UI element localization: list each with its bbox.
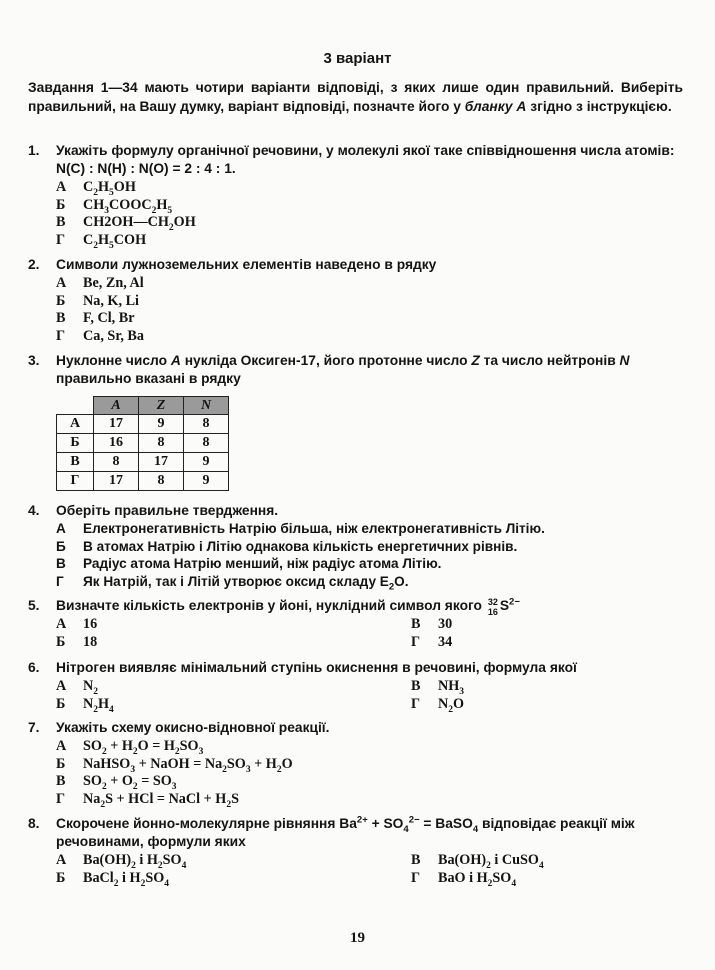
option-a[interactable]: А 16: [56, 616, 98, 632]
question-number: 3.: [28, 353, 40, 368]
instructions-blank: бланку А: [464, 99, 527, 114]
option-a[interactable]: А $C_2H_5OH$: [56, 179, 136, 198]
nuclide-symbol: 32 16: [487, 597, 498, 617]
option-v[interactable]: В $CH2OH—CH_2OH$: [56, 214, 196, 233]
table-row[interactable]: А 17 9 8: [57, 415, 229, 434]
option-a[interactable]: А Електронегативність Натрію більша, ніж електронегативність Літію.: [56, 521, 545, 536]
header-n: N: [184, 397, 229, 415]
instructions: [28, 78, 683, 116]
options-row-2: [56, 695, 688, 713]
question-number: 2.: [28, 257, 40, 272]
table-row[interactable]: Г 17 8 9: [57, 472, 229, 491]
instructions-text-end: згідно з інструкцією.: [526, 99, 672, 114]
question-3: [28, 352, 688, 388]
variant-title: 3 варіант: [323, 50, 392, 67]
option-v[interactable]: В $SO_2 + O_2 = SO_3$: [56, 773, 177, 792]
option-v[interactable]: В $Ba(OH)_2$ і CuSO$_4$: [411, 852, 544, 871]
header-a: A: [94, 397, 139, 415]
question-number: 1.: [28, 143, 40, 158]
options-row-1: [56, 851, 688, 869]
question-2: [28, 256, 688, 344]
question-6: [28, 659, 688, 715]
question-number: 5.: [28, 598, 40, 613]
header-z: Z: [139, 397, 184, 415]
option-b[interactable]: Б BaCl$_2$ і $H_2SO_4$: [56, 869, 170, 889]
option-g[interactable]: Г $N_2O$: [411, 695, 465, 715]
options-row-2: [56, 869, 688, 887]
question-number: 7.: [28, 720, 40, 735]
option-g[interactable]: Г Ca, Sr, Ba: [56, 327, 144, 344]
question-text: Визначте кількість електронів у йоні, нуклідний символ якого 32 16 $S^{2-}$: [56, 596, 520, 617]
option-b[interactable]: Б 18: [56, 633, 98, 650]
page-number: 19: [350, 930, 365, 946]
question-text: Укажіть формулу органічної речовини, у молекулі якої таке співвідношення числа атомів: N(C) : N(H) : N(O) = 2 : 4 : 1.: [56, 143, 675, 176]
options-row-1: [56, 677, 688, 695]
question-text: Символи лужноземельних елементів наведено в рядку: [56, 257, 437, 272]
question-text: Скорочене йонно-молекулярне рівняння $Ba^{2+} + SO_4^{2-}$ = BaSO$_4$ відповідає реакції між речовинами, формули яких: [56, 814, 635, 849]
option-a[interactable]: А Be, Zn, Al: [56, 275, 144, 291]
option-a[interactable]: А $SO_2 + H_2O = H_2SO_3$: [56, 738, 204, 757]
option-b[interactable]: Б $N_2H_4$: [56, 695, 114, 715]
option-v[interactable]: В 30: [411, 616, 453, 632]
option-v[interactable]: В $NH_3$: [411, 678, 465, 697]
question-number: 4.: [28, 503, 40, 518]
question-number: 8.: [28, 816, 40, 831]
table-row[interactable]: В 8 17 9: [57, 453, 229, 472]
option-b[interactable]: Б NaHSO$_3$ + NaOH = $Na_2SO_3 + H_2O$: [56, 755, 293, 775]
option-b[interactable]: Б Na, K, Li: [56, 292, 139, 309]
question-text: Укажіть схему окисно-відновної реакції.: [56, 720, 330, 735]
option-g[interactable]: Г BaO і $H_2SO_4$: [411, 869, 517, 889]
nuclide-table: [56, 396, 229, 491]
option-g[interactable]: Г $C_2H_5COH$: [56, 231, 147, 251]
question-text: Нітроген виявляє мінімальний ступінь окиснення в речовині, формула якої: [56, 660, 577, 675]
table-corner: [57, 397, 94, 415]
options-row-1: [56, 615, 688, 633]
question-text: Оберіть правильне твердження.: [56, 503, 279, 518]
option-b[interactable]: Б В атомах Натрію і Літію однакова кількість енергетичних рівнів.: [56, 538, 518, 554]
question-5: [28, 597, 688, 650]
instructions-text: Завдання 1—34 мають чотири варіанти відповіді, з яких лише один правильний. Виберіть правильний, на Вашу думку, варіант відповіді, позначте його у: [28, 80, 683, 114]
option-b[interactable]: Б $CH_3COOC_2H_5$: [56, 196, 173, 216]
option-a[interactable]: А $Ba(OH)_2$ і $H_2SO_4$: [56, 852, 187, 871]
question-7: [28, 719, 688, 810]
table-row[interactable]: Б 16 8 8: [57, 434, 229, 453]
question-number: 6.: [28, 660, 40, 675]
option-v[interactable]: В F, Cl, Br: [56, 310, 135, 326]
options-row-2: [56, 633, 688, 651]
option-a[interactable]: А $N_2$: [56, 678, 98, 697]
option-g[interactable]: Г Як Натрій, так і Літій утворює оксид складу $E_2O$.: [56, 573, 409, 593]
option-g[interactable]: Г $Na_2S$ + HCl = NaCl + $H_2S$: [56, 790, 239, 810]
question-8: [28, 814, 688, 889]
question-1: [28, 142, 688, 251]
option-g[interactable]: Г 34: [411, 633, 453, 650]
question-text: Нуклонне число A нукліда Оксиген-17, його протонне число Z та число нейтронів N правильно вказані в рядку: [56, 353, 630, 386]
option-v[interactable]: В Радіус атома Натрію менший, ніж радіус атома Літію.: [56, 556, 442, 571]
question-4: [28, 502, 688, 593]
